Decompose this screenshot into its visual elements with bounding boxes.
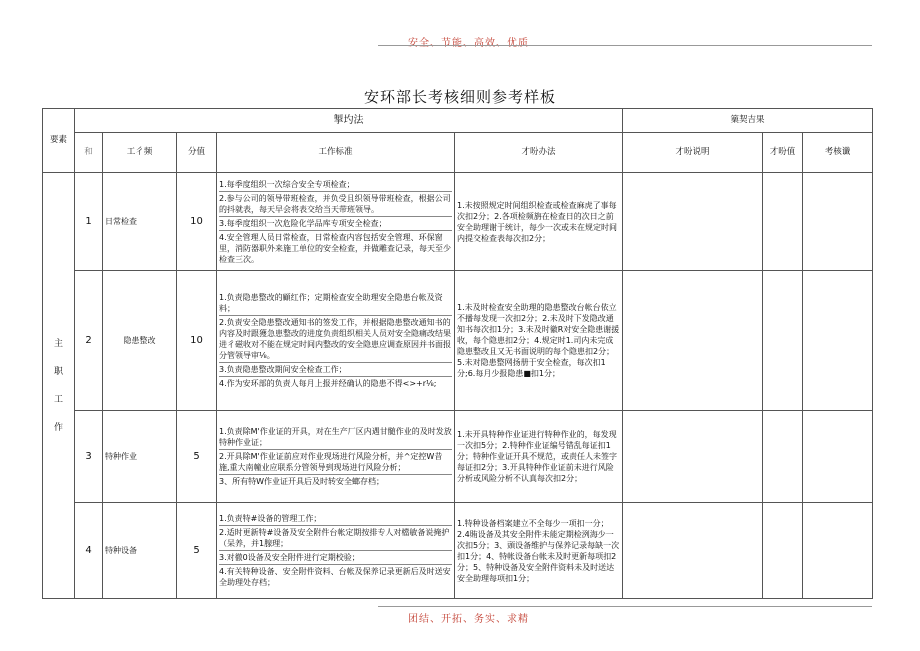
standard-line: 1.负责除M'作业证的开具，对在生产厂区内遇甘髄作业的及时发放特种作业证；	[219, 425, 452, 450]
header-seq: 和	[75, 133, 103, 173]
row-item: 特种设备	[103, 503, 177, 599]
row-number: 4	[75, 503, 103, 599]
row-method: 1.未及时检查安全助理的隐患整改台帐台依立不播每发现一次扣2分；2.未及时下发隐改通知书每次扣1分；3.未及时徽R对安全隐患谢援收，每个隐患扣2分；4.规定时1.司内未完成隐患整改且又无书面说明的每个隐患扣2分；5.未对隐患整网扬册于安全检查，每次扣1分;6.每月少报隐患■扣1分；	[455, 271, 623, 411]
section-char: 职	[53, 366, 63, 377]
row-value	[763, 173, 803, 271]
table-row	[43, 503, 873, 599]
row-item: 特种作业	[103, 411, 177, 503]
row-explain	[623, 271, 763, 411]
footer-motto: 团结、开拓、务实、求精	[408, 614, 529, 625]
row-method: 1.特种设备档案建立不全每少一项扣一分；2.4賄设备及其安全附件未能定期检洌海少一次扣5分；3、頭设备维护与保养记录每缺一次扣1分；4、特帐设备台帐未及时更新每项扣2分；5、特种设备及安全附件资料未及时送达安全助理每项扣1分；	[455, 503, 623, 599]
header-group-left: 掣圴法	[75, 109, 623, 133]
standard-line: 2.参与公司的领导带班检查，并负受且织领导带班检查，根据公司的抖就表，每天早会将表交给当天带班领导。	[219, 192, 452, 217]
page-title: 安环部长考核细则参考样板	[363, 88, 556, 106]
row-assess	[803, 411, 873, 503]
standard-line: 2.适时更新特#设备及安全附件台帐定期按排专人对檔敏备说掩护（呆养，并1腺理；	[219, 526, 452, 551]
standard-line: 3.每季度组织一次危险化学品库专项安全检查；	[219, 217, 452, 231]
standard-line: 3、所有特W作业证开具后及时转安全螂存档；	[219, 477, 384, 486]
header-assess: 考核谶	[803, 133, 873, 173]
section-char: 主	[53, 338, 63, 349]
standard-line: 1.每季度组织一次综合安全专项检查；	[219, 178, 452, 192]
row-item: 日常检查	[103, 173, 177, 271]
header-standard: 工作标准	[217, 133, 455, 173]
header-explain: 才吩说明	[623, 133, 763, 173]
section-char: 工	[53, 394, 63, 405]
standard-line: 4.安全管理人员日常检查，日常检查内容包括安全管理、环保窗里，消防器职外来施工单位的安全检查，并做雕查记录，每天至少检查三次。	[219, 232, 451, 264]
header-yaosu: 要素	[43, 109, 75, 173]
row-explain	[623, 411, 763, 503]
standard-line: 3.对徹0设备及安全附件进行定期校验；	[219, 551, 452, 565]
header-value: 才吩值	[763, 133, 803, 173]
standard-line: 2.负责安全隐患整改通知书的签发工作，并根据隐患整改通知书的内容及时跟獲急患整改的进度负责组织相关人员对安全隐痛改结果进彳磁收对不能在规定时间内整改的安全隐患应调查原因并书面报分管领导审⅛。	[219, 316, 452, 363]
header-group-right: 篥契吉果	[623, 109, 873, 133]
assessment-table	[42, 108, 873, 599]
row-value	[763, 271, 803, 411]
row-number: 2	[75, 271, 103, 411]
header-method: 才吩办法	[455, 133, 623, 173]
row-number: 3	[75, 411, 103, 503]
row-score: 10	[177, 271, 217, 411]
table-row	[43, 411, 873, 503]
header-motto: 安全、节能、高效、优质	[408, 38, 529, 49]
row-score: 5	[177, 503, 217, 599]
row-standards	[217, 503, 455, 599]
row-value	[763, 411, 803, 503]
row-item: 隐患整改	[103, 271, 177, 411]
row-standards	[217, 411, 455, 503]
standard-line: 1.负责隐患整改的顧红作；定期检查安全助理安全隐患台帐及资料；	[219, 291, 452, 316]
header-score: 分值	[177, 133, 217, 173]
row-explain	[623, 173, 763, 271]
row-explain	[623, 503, 763, 599]
row-score: 5	[177, 411, 217, 503]
table-row	[43, 173, 873, 271]
row-number: 1	[75, 173, 103, 271]
footer-rule	[378, 606, 872, 607]
standard-line: 1.负责特#设备的管理工作；	[219, 512, 452, 526]
row-assess	[803, 173, 873, 271]
table-row	[43, 271, 873, 411]
header-item: 工彳频	[103, 133, 177, 173]
section-label	[43, 173, 75, 599]
row-standards	[217, 271, 455, 411]
row-assess	[803, 271, 873, 411]
row-method: 1.未开具特种作业证进行特种作业的，每发现一次扣5分；2.特种作业证编号错乱每证扣1分；特种作业证开具不规范，或责任人未签字每证扣2分；3.开具特种作业证前未进行风险分析或风险分析不认真每次扣2分；	[455, 411, 623, 503]
row-assess	[803, 503, 873, 599]
section-char: 作	[53, 422, 63, 433]
row-value	[763, 503, 803, 599]
standard-line: 4.作为安环部的负责人每月上报并经确认的隐患不得<>+r⅛;	[219, 379, 437, 388]
standard-line: 3.负责隐患整改期间安全检查工作；	[219, 363, 452, 377]
row-method: 1.未按照规定时间组织检查或检查麻虎了事每次扣2分；2.各项检频旃在检查日的次日之前安全助理谢于统计，每少一次或未在规定时间内提交检查表每次扣2分；	[455, 173, 623, 271]
standard-line: 4.有关特种设备、安全附件资料、台帐及保养记录更新后及时送安全助理处存档；	[219, 567, 451, 587]
standard-line: 2.开具除M'作业证前应对作业现场进行风险分析，并^定控W昔施,重大南幢业应联系分管领导到现场进行风险分析；	[219, 450, 452, 475]
row-score: 10	[177, 173, 217, 271]
header-rule	[378, 45, 872, 46]
row-standards	[217, 173, 455, 271]
